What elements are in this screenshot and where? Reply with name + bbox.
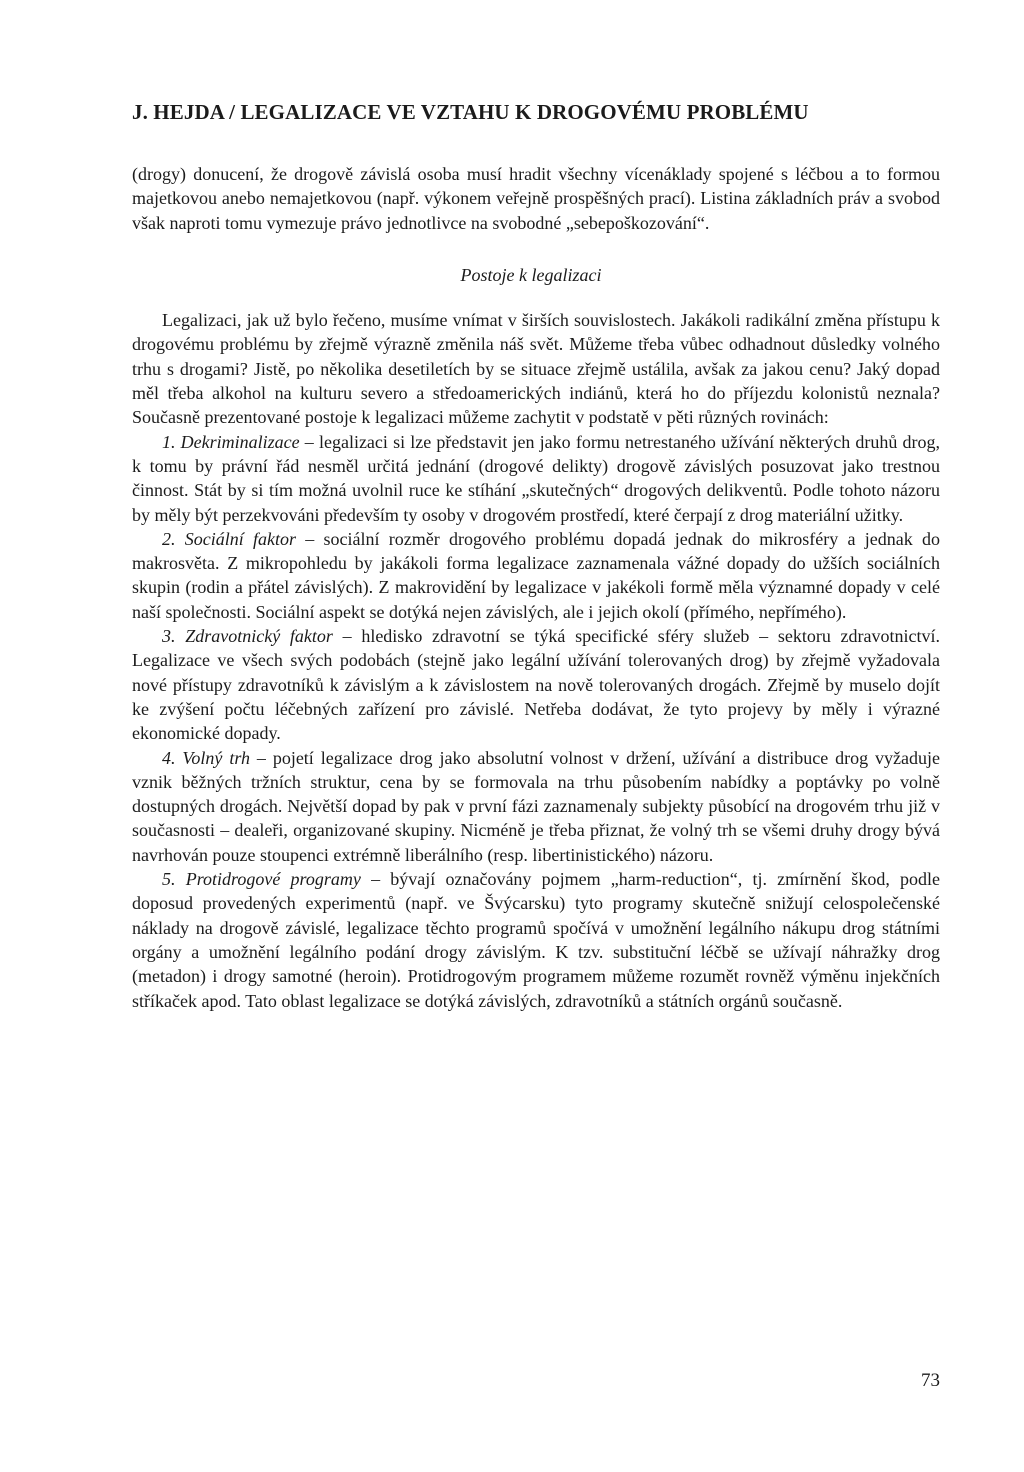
list-item-3 [132,624,940,745]
item-number: 2. [162,528,176,549]
item-text: – bývají označovány pojmem „harm-reduction“, tj. zmírnění škod, podle doposud provedených experimentů (např. ve Švýcarsku) tyto programy skutečně snižují celospolečenské náklady na drogově závislé, legalizace těchto programů spočívá v umožnění legálního nákupu drog státními orgány a umožnění legálního podání drogy závislým. K tzv. substituční léčbě se užívají náhražky drog (metadon) i drogy samotné (heroin). Protidrogovým programem můžeme rozumět rovněž výměnu injekčních stříkaček apod. Tato oblast legalizace se dotýká závislých, zdravotníků a státních orgánů současně. [132,869,940,1011]
list-item-1 [132,430,940,527]
item-text: – hledisko zdravotní se týká specifické sféry služeb – sektoru zdravotnictví. Legalizace ve všech svých podobách (stejně jako legální užívání tolerovaných drog) by zřejmě vyžadovala nové přístupy zdravotníků k závislým a k závislostem na nově tolerovaných drogách. Zřejmě by muselo dojít ke zvýšení počtu léčebných zařízení pro závislé. Netřeba dodávat, že tyto projevy by měly i výrazné ekonomické dopady. [132,626,941,744]
item-text: – pojetí legalizace drog jako absolutní volnost v držení, užívání a distribuce drog vyžaduje vznik běžných tržních struktur, cena by se formovala na trhu působením nabídky a poptávky po volně dostupných drogách. Největší dopad by pak v první fázi zaznamenaly subjekty působící na drogovém trhu již v současnosti – dealeři, organizované skupiny. Nicméně je třeba přiznat, že volný trh se všemi druhy drogy bývá navrhován pouze stoupenci extrémně liberálního (resp. libertinistického) názoru. [132,747,941,865]
page-number: 73 [921,1370,940,1391]
item-term: Zdravotnický faktor [185,626,333,647]
item-term: Dekriminalizace [180,431,300,452]
intro-paragraph: (drogy) donucení, že drogově závislá osoba musí hradit všechny vícenáklady spojené s léčbou a to formou majetkovou anebo nemajetkovou (např. výkonem veřejně prospěšných prací). Listina základních práv a svobod však naproti tomu vymezuje právo jednotlivce na svobodné „sebepoškozování“. [132,164,940,233]
item-number: 1. [162,431,176,452]
body-text [132,162,940,1013]
item-number: 3. [162,626,176,647]
list-item-4 [132,746,940,867]
running-header: J. HEJDA / LEGALIZACE VE VZTAHU K DROGOVÉMU PROBLÉMU [132,100,809,124]
list-item-5 [132,867,940,1013]
item-number: 5. [162,869,176,890]
item-term: Protidrogové programy [185,869,361,890]
item-number: 4. [162,747,176,768]
lead-paragraph: Legalizaci, jak už bylo řečeno, musíme vnímat v širších souvislostech. Jakákoli radikální změna přístupu k drogovému problému by zřejmě výrazně změnila náš svět. Můžeme třeba vůbec odhadnout důsledky volného trhu s drogami? Jistě, po několika desetiletích by se situace zřejmě ustálila, avšak za jakou cenu? Jaký dopad měl třeba alkohol na kulturu severo a středoamerických indiánů, která ho do příjezdu kolonistů neznala? Současně prezentované postoje k legalizaci můžeme zachytit v podstatě v pěti různých rovinách: [132,310,940,428]
item-text: – legalizaci si lze představit jen jako formu netrestaného užívání některých druhů drog, k tomu by právní řád nesměl určitá jednání (drogové delikty) drogově závislých posuzovat jako trestnou činnost. Stát by si tím možná uvolnil ruce ke stíhání „skutečných“ drogových delikventů. Podle tohoto názoru by měly být perzekvováni především ty osoby v drogovém prostředí, které čerpají z drog materiální užitky. [132,431,941,525]
list-item-2 [132,527,940,624]
item-term: Sociální faktor [184,528,297,549]
item-term: Volný trh [182,747,250,768]
section-heading: Postoje k legalizaci [460,264,602,285]
item-text: – sociální rozměr drogového problému dopadá jednak do mikrosféry a jednak do makrosvěta. Z mikropohledu by jakákoli forma legalizace zaznamenala vážné dopady do užších sociálních skupin (rodin a přátel závislých). Z makrovidění by legalizace v jakékoli formě měla významné dopady v celé naší společnosti. Sociální aspekt se dotýká nejen závislých, ale i jejich okolí (přímého, nepřímého). [132,528,941,622]
